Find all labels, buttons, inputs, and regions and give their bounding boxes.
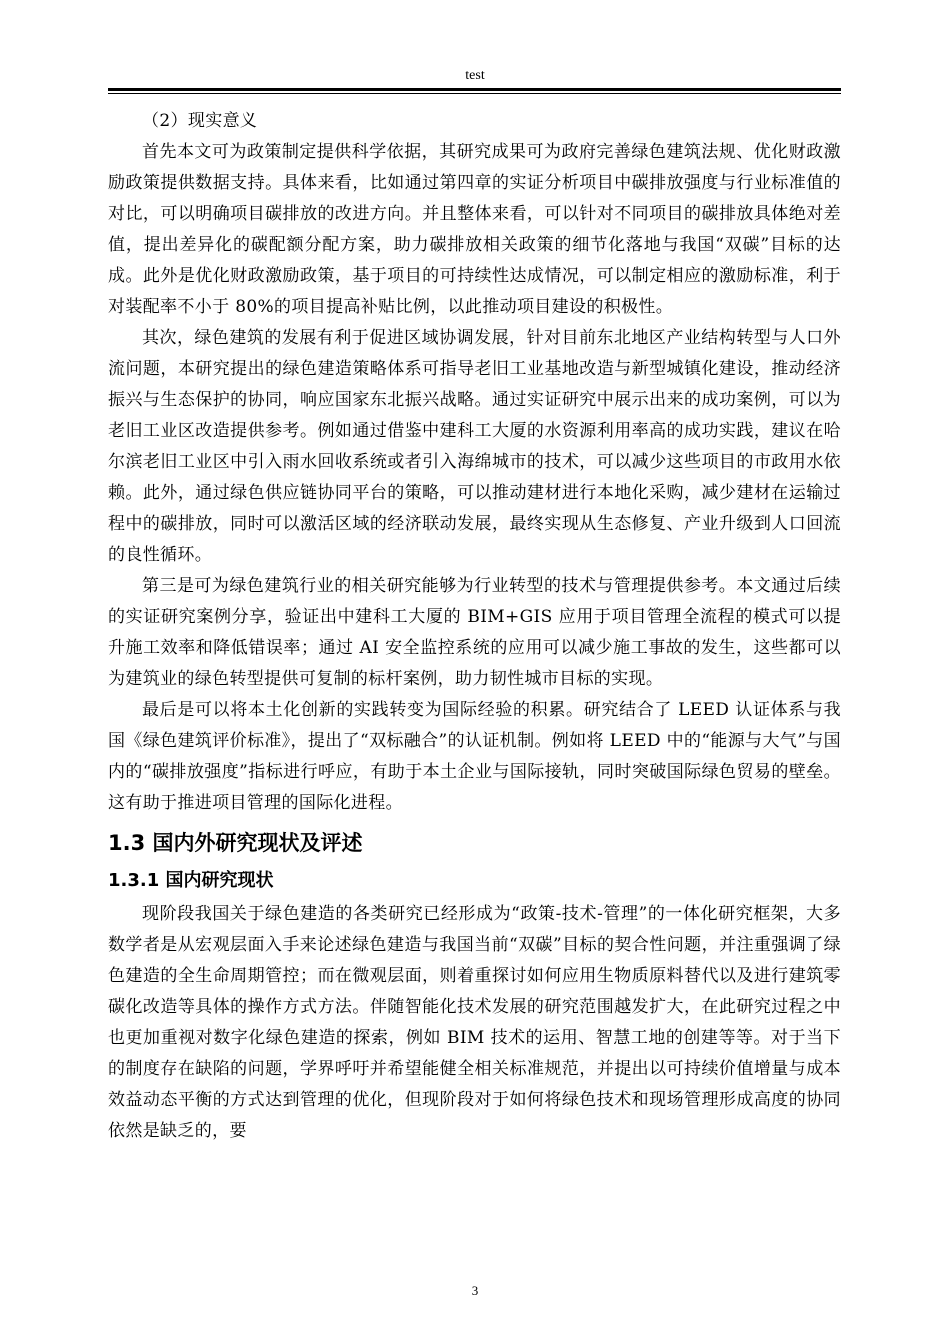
paragraph-domestic-research: 现阶段我国关于绿色建造的各类研究已经形成为“政策-技术-管理”的一体化研究框架，大多数学者是从宏观层面入手来论述绿色建造与我国当前“双碳”目标的契合性问题，并注重强调了绿色建造的全生命周期管控；而在微观层面，则着重探讨如何应用生物质原料替代以及进行建筑零碳化改造等具体的操作方式方法。伴随智能化技术发展的研究范围越发扩大，在此研究过程之中也更加重视对数字化绿色建造的探索，例如 BIM 技术的运用、智慧工地的创建等等。对于当下的制度存在缺陷的问题，学界呼吁并希望能健全相关标准规范，并提出以可持续价值增量与成本效益动态平衡的方式达到管理的优化，但现阶段对于如何将绿色技术和现场管理形成高度的协同依然是缺乏的，要 xyxy=(108,904,841,1141)
document-body xyxy=(108,106,841,1147)
section-heading: 1.3 国内外研究现状及评述 xyxy=(108,831,363,855)
subsection-heading: 1.3.1 国内研究现状 xyxy=(108,870,274,891)
paragraph-regional-development: 其次，绿色建筑的发展有利于促进区域协调发展，针对目前东北地区产业结构转型与人口外流问题，本研究提出的绿色建造策略体系可指导老旧工业基地改造与新型城镇化建设，推动经济振兴与生态保护的协同，响应国家东北振兴战略。通过实证研究中展示出来的成功案例，可以为老旧工业区改造提供参考。例如通过借鉴中建科工大厦的水资源利用率高的成功实践，建议在哈尔滨老旧工业区中引入雨水回收系统或者引入海绵城市的技术，可以减少这些项目的市政用水依赖。此外，通过绿色供应链协同平台的策略，可以推动建材进行本地化采购，减少建材在运输过程中的碳排放，同时可以激活区域的经济联动发展，最终实现从生态修复、产业升级到人口回流的良性循环。 xyxy=(108,328,841,565)
paragraph-international-experience: 最后是可以将本土化创新的实践转变为国际经验的积累。研究结合了 LEED 认证体系与我国《绿色建筑评价标准》，提出了“双标融合”的认证机制。例如将 LEED 中的“能源与大气”与国内的“碳排放强度”指标进行呼应，有助于本土企业与国际接轨，同时突破国际绿色贸易的壁垒。这有助于推进项目管理的国际化进程。 xyxy=(108,700,841,813)
page-number: 3 xyxy=(471,1283,479,1298)
header-rule-thick xyxy=(108,88,841,91)
subsection-title: （2）现实意义 xyxy=(142,111,258,131)
header-rule-thin xyxy=(108,93,841,94)
page-header: test xyxy=(465,68,485,83)
paragraph-industry-reference: 第三是可为绿色建筑行业的相关研究能够为行业转型的技术与管理提供参考。本文通过后续的实证研究案例分享，验证出中建科工大厦的 BIM+GIS 应用于项目管理全流程的模式可以提升施工效率和降低错误率；通过 AI 安全监控系统的应用可以减少施工事故的发生，这些都可以为建筑业的绿色转型提供可复制的标杆案例，助力韧性城市目标的实现。 xyxy=(108,576,841,689)
paragraph-policy-basis: 首先本文可为政策制定提供科学依据，其研究成果可为政府完善绿色建筑法规、优化财政激励政策提供数据支持。具体来看，比如通过第四章的实证分析项目中碳排放强度与行业标准值的对比，可以明确项目碳排放的改进方向。并且整体来看，可以针对不同项目的碳排放具体绝对差值，提出差异化的碳配额分配方案，助力碳排放相关政策的细节化落地与我国“双碳”目标的达成。此外是优化财政激励政策，基于项目的可持续性达成情况，可以制定相应的激励标准，利于对装配率不小于 80%的项目提高补贴比例，以此推动项目建设的积极性。 xyxy=(108,142,841,317)
